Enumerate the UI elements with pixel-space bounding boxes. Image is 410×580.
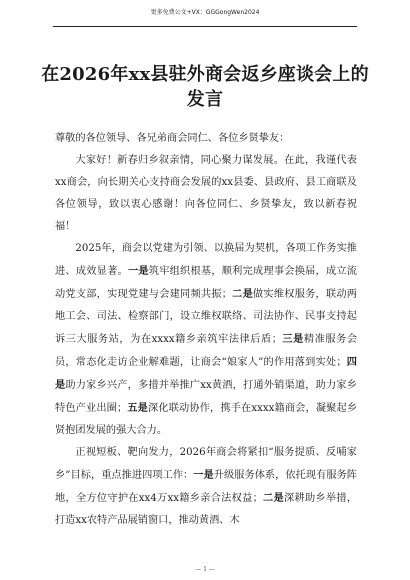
salutation: 尊敬的各位领导、各兄弟商会同仁、各位乡贤挚友：: [55, 133, 290, 144]
document-title: [40, 62, 370, 112]
point-marker: 三是: [281, 333, 304, 345]
paragraph-greeting: [55, 150, 357, 238]
paragraph-segment: 精准服务会员，常态化走访企业解难题，让商会“娘家人”的作用落到实处；: [55, 334, 358, 368]
header-banner: [0, 0, 410, 22]
paragraph-segment: 2025年，商会以党建为引领、以换届为契机，各项工作务实推进、成效显著。: [55, 243, 357, 277]
paragraph-2025-review: [55, 238, 357, 442]
title-line-1: 在2026年xx县驻外商会返乡座谈会上的: [41, 64, 369, 85]
paragraph-segment: 筑牢组织根基，顺利完成理事会换届，成立流动党支部，实现党建与会建同频共振；: [55, 266, 357, 300]
paragraph-segment: 正视短板、靶向发力，2026年商会将紧扣“服务提质、反哺家乡”目标，重点推进四项工作：: [55, 447, 357, 481]
point-marker: 一是: [193, 469, 214, 481]
document-body: [55, 128, 357, 532]
title-line-2: 发言: [186, 89, 224, 110]
point-marker: 四是: [55, 356, 357, 391]
paragraph-segment: 深耕助乡举措，打造xx农特产品展销窗口，推动黄酒、木: [55, 493, 358, 526]
point-marker: 五是: [127, 402, 149, 414]
paragraph-segment: 助力家乡兴产，多措并举推广xx黄酒，打通外销渠道，助力家乡特色产业出圈；: [55, 380, 357, 414]
page-number: — 1 —: [195, 566, 215, 573]
header-banner-text: 更多免费公文+VX：GGGongWen2024: [150, 8, 260, 16]
paragraph-segment: 深化联动协作，携手在xxxx籍商会，凝聚起乡贤抱团发展的强大合力。: [55, 403, 358, 436]
point-marker: 一是: [127, 265, 149, 277]
paragraph-segment: 大家好！新春归乡叙亲情，同心聚力谋发展。在此，我谨代表xx商会，向长期关心支持商会发展的xx县委、县政府、县工商联及各位领导，致以衷心感谢！向各位同仁、乡贤挚友，致以新春祝福！: [55, 155, 357, 232]
point-marker: 二是: [231, 288, 254, 300]
paragraph-segment: 升级服务体系，依托现有服务阵地，全方位守护在xx4万xx籍乡亲合法权益；: [55, 470, 357, 504]
paragraph-2026-plan: [55, 442, 357, 532]
header-divider: [53, 26, 357, 27]
point-marker: 二是: [262, 492, 284, 504]
paragraph-segment: 做实维权服务，联动两地工会、司法、检察部门，设立维权联络、司法协作、民事支持起诉三大服务站，为在xxxx籍乡亲筑牢法律后盾；: [55, 289, 357, 345]
